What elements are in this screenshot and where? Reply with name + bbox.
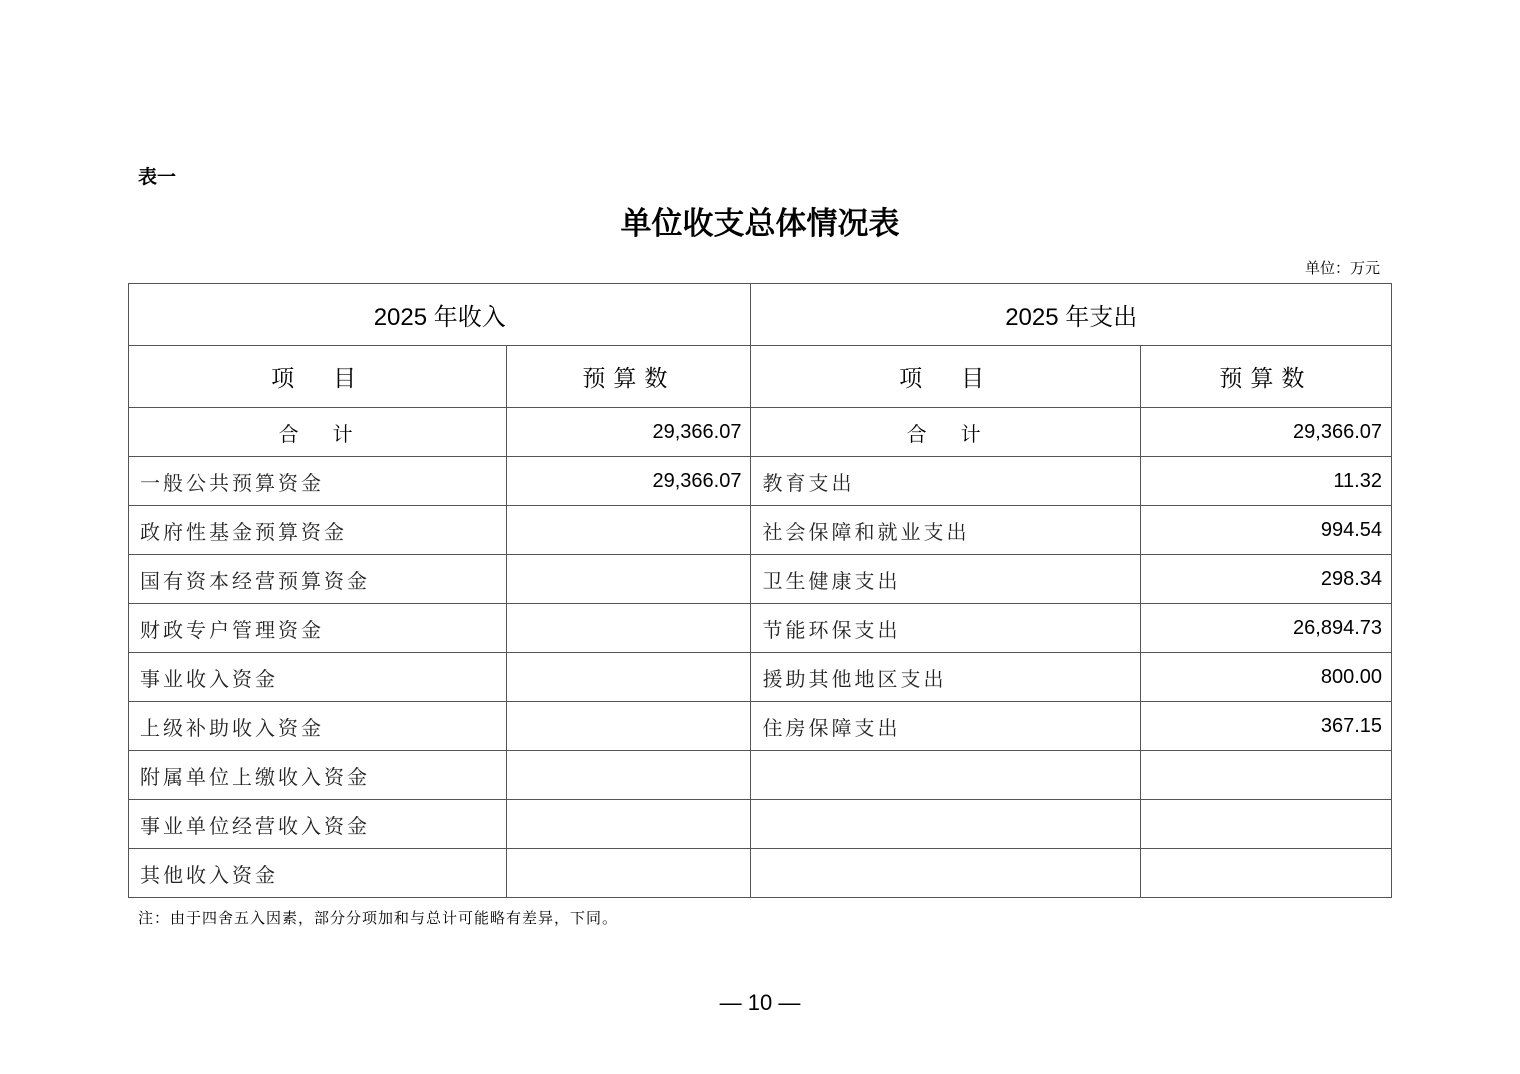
column-header-row [129,346,1392,408]
expense-value: 26,894.73 [1140,604,1391,653]
income-item: 事业单位经营收入资金 [129,800,507,849]
expense-item: 援助其他地区支出 [751,653,1140,702]
income-value [507,604,751,653]
income-value [507,800,751,849]
income-total-value: 29,366.07 [507,408,751,457]
expense-item: 教育支出 [751,457,1140,506]
col-income-item: 项 目 [129,346,507,408]
income-item: 国有资本经营预算资金 [129,555,507,604]
table-row [129,702,1392,751]
expense-value: 994.54 [1140,506,1391,555]
expense-value: 800.00 [1140,653,1391,702]
income-total-label: 合计 [129,408,507,457]
income-value [507,506,751,555]
expense-value [1140,751,1391,800]
table-row [129,506,1392,555]
expense-item [751,800,1140,849]
expense-item: 住房保障支出 [751,702,1140,751]
expense-value: 298.34 [1140,555,1391,604]
page-title: 单位收支总体情况表 [620,206,900,242]
expense-item: 节能环保支出 [751,604,1140,653]
expense-header: 2025 年支出 [751,284,1392,346]
expense-item: 卫生健康支出 [751,555,1140,604]
table-row [129,653,1392,702]
income-item: 政府性基金预算资金 [129,506,507,555]
table-label: 表一 [138,166,177,188]
expense-item [751,849,1140,898]
total-row [129,408,1392,457]
table-row [129,800,1392,849]
income-value: 29,366.07 [507,457,751,506]
expense-value [1140,849,1391,898]
income-value [507,849,751,898]
income-item: 上级补助收入资金 [129,702,507,751]
col-income-budget: 预算数 [507,346,751,408]
expense-value [1140,800,1391,849]
income-header: 2025 年收入 [129,284,751,346]
table-row [129,751,1392,800]
income-item: 附属单位上缴收入资金 [129,751,507,800]
expense-value: 367.15 [1140,702,1391,751]
table-row [129,555,1392,604]
table-row [129,849,1392,898]
income-value [507,751,751,800]
income-item: 财政专户管理资金 [129,604,507,653]
income-value [507,653,751,702]
expense-value: 11.32 [1140,457,1391,506]
table-row [129,604,1392,653]
income-value [507,555,751,604]
expense-total-value: 29,366.07 [1140,408,1391,457]
income-item: 事业收入资金 [129,653,507,702]
table-row [129,457,1392,506]
table-header-row [129,284,1392,346]
expense-total-label: 合计 [751,408,1140,457]
page-number: — 10 — [719,990,801,1015]
col-expense-item: 项 目 [751,346,1140,408]
income-item: 其他收入资金 [129,849,507,898]
expense-item [751,751,1140,800]
income-item: 一般公共预算资金 [129,457,507,506]
expense-item: 社会保障和就业支出 [751,506,1140,555]
unit-label: 单位：万元 [1304,259,1380,277]
footnote: 注：由于四舍五入因素，部分分项加和与总计可能略有差异，下同。 [138,909,619,927]
col-expense-budget: 预算数 [1140,346,1391,408]
budget-table [128,283,1392,898]
income-value [507,702,751,751]
